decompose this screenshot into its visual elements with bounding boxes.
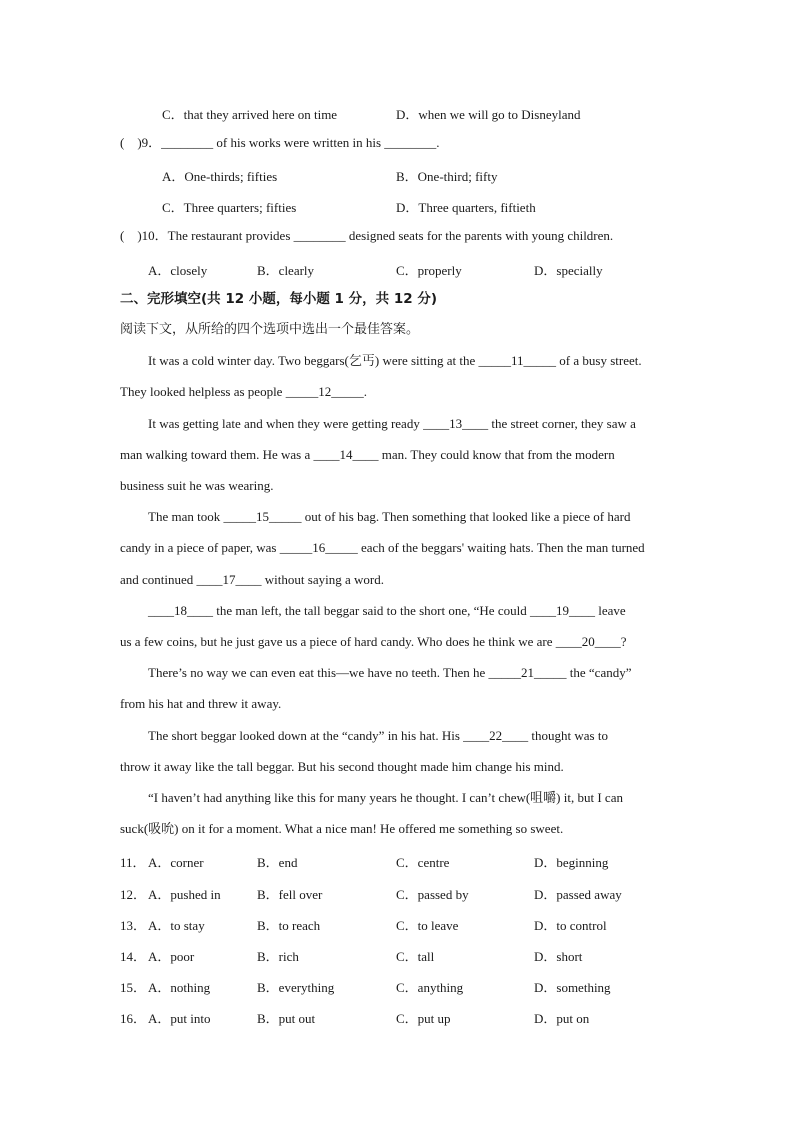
blank-16: _____16_____: [279, 540, 358, 555]
answer-option-b: B．end: [257, 855, 298, 870]
blank-18: ____18____: [148, 603, 213, 618]
section-instruction: 阅读下文，从所给的四个选项中选出一个最佳答案。: [120, 322, 420, 337]
answer-option-d: D．beginning: [534, 855, 609, 870]
passage-line: They looked helpless as people _____12_____.: [120, 384, 367, 399]
answer-option-c: C．put up: [396, 1011, 451, 1026]
answer-number: 14．: [120, 949, 147, 964]
answer-option-a: A．to stay: [148, 918, 205, 933]
passage-line: throw it away like the tall beggar. But his second thought made him change his mind.: [120, 759, 564, 774]
answer-option-d: D．something: [534, 980, 611, 995]
answer-option-b: B．to reach: [257, 918, 321, 933]
answer-option-d: D．passed away: [534, 887, 622, 902]
passage-line: The short beggar looked down at the “candy” in his hat. His ____22____ thought was to: [148, 728, 608, 743]
blank-13: ____13____: [423, 416, 489, 431]
answer-option-b: B．put out: [257, 1011, 316, 1026]
passage-line: suck(吸吮) on it for a moment. What a nice man! He offered me something so sweet.: [120, 821, 564, 836]
answer-option-a: A．pushed in: [148, 887, 221, 902]
answer-option-b: B．rich: [257, 949, 299, 964]
q8-option-c: C．that they arrived here on time: [162, 107, 338, 122]
q10-stem: ( )10．The restaurant provides ________ designed seats for the parents with young children.: [120, 228, 614, 243]
answer-option-d: D．short: [534, 949, 583, 964]
passage-line: candy in a piece of paper, was _____16_____ each of the beggars' waiting hats. Then the man turned: [120, 540, 645, 555]
answer-number: 11．: [120, 855, 146, 870]
blank-22: ____22____: [463, 728, 529, 743]
blank-17: ____17____: [196, 572, 262, 587]
passage-line: It was a cold winter day. Two beggars(乞丐) were sitting at the _____11_____ of a busy street.: [148, 353, 642, 368]
blank-12: _____12_____: [285, 384, 364, 399]
q10-option-c: C．properly: [396, 263, 462, 278]
q10-option-a: A．closely: [148, 263, 208, 278]
passage-line: It was getting late and when they were getting ready ____13____ the street corner, they saw a: [148, 416, 636, 431]
passage-line: man walking toward them. He was a ____14____ man. They could know that from the modern: [120, 447, 615, 462]
passage-line: and continued ____17____ without saying a word.: [120, 572, 384, 587]
q10-option-b: B．clearly: [257, 263, 315, 278]
passage-line: from his hat and threw it away.: [120, 696, 282, 711]
answer-option-c: C．passed by: [396, 887, 469, 902]
answer-option-d: D．to control: [534, 918, 607, 933]
answer-option-a: A．put into: [148, 1011, 211, 1026]
blank-14: ____14____: [313, 447, 379, 462]
answer-number: 15．: [120, 980, 147, 995]
q9-option-d: D．Three quarters, fiftieth: [396, 200, 536, 215]
q9-option-c: C．Three quarters; fifties: [162, 200, 297, 215]
q9-stem: ( )9．________ of his works were written in his ________.: [120, 135, 440, 150]
q10-option-d: D．specially: [534, 263, 603, 278]
answer-option-a: A．poor: [148, 949, 195, 964]
answer-option-a: A．corner: [148, 855, 204, 870]
answer-number: 16．: [120, 1011, 147, 1026]
answer-option-c: C．to leave: [396, 918, 459, 933]
q9-option-b: B．One-third; fifty: [396, 169, 498, 184]
answer-option-c: C．tall: [396, 949, 435, 964]
passage-line: The man took _____15_____ out of his bag. Then something that looked like a piece of hard: [148, 509, 631, 524]
blank-19: ____19____: [529, 603, 595, 618]
passage-line: business suit he was wearing.: [120, 478, 274, 493]
answer-number: 12．: [120, 887, 147, 902]
passage-line: ____18____ the man left, the tall beggar said to the short one, “He could ____19____ leave: [148, 603, 626, 618]
blank-21: _____21_____: [488, 665, 567, 680]
answer-option-a: A．nothing: [148, 980, 211, 995]
blank-20: ____20____: [555, 634, 621, 649]
answer-number: 13．: [120, 918, 147, 933]
passage-line: “I haven’t had anything like this for many years he thought. I can’t chew(咀嚼) it, but I can: [148, 790, 623, 805]
answer-option-d: D．put on: [534, 1011, 590, 1026]
q9-option-a: A．One-thirds; fifties: [162, 169, 278, 184]
answer-option-b: B．fell over: [257, 887, 323, 902]
section-heading: 二、完形填空(共 12 小题，每小题 1 分，共 12 分): [120, 291, 438, 307]
blank-15: _____15_____: [223, 509, 302, 524]
passage-line: There’s no way we can even eat this—we have no teeth. Then he _____21_____ the “candy”: [148, 665, 632, 680]
answer-option-b: B．everything: [257, 980, 335, 995]
blank-11: _____11_____: [478, 353, 557, 368]
q8-option-d: D．when we will go to Disneyland: [396, 107, 581, 122]
passage-line: us a few coins, but he just gave us a piece of hard candy. Who does he think we are ____20____?: [120, 634, 627, 649]
answer-option-c: C．anything: [396, 980, 464, 995]
answer-option-c: C．centre: [396, 855, 450, 870]
